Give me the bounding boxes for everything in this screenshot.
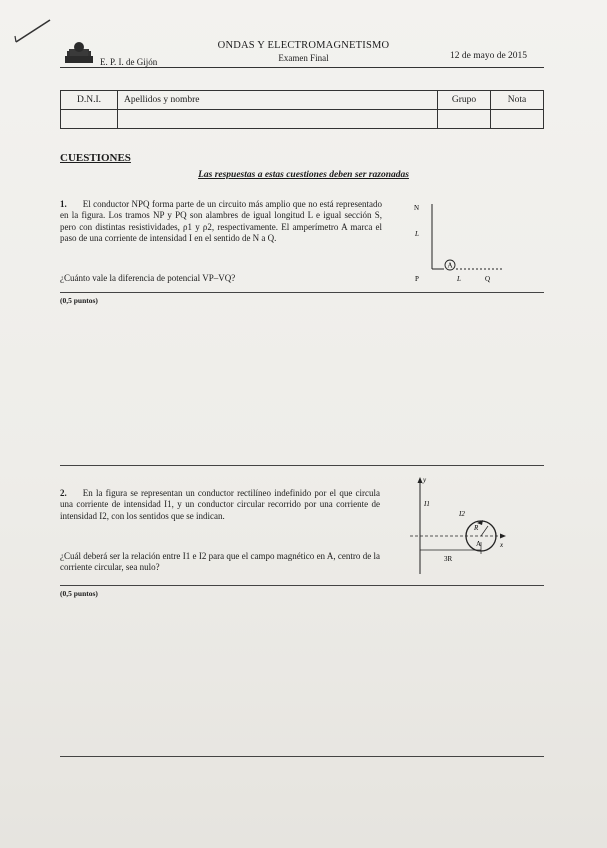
label-n: N — [414, 204, 420, 212]
question-1-divider — [60, 292, 544, 293]
label-a: A — [476, 540, 482, 548]
section-subtitle: Las respuestas a estas cuestiones deben ser razonadas — [198, 170, 409, 180]
question-1-question: ¿Cuánto vale la diferencia de potencial VP–VQ? — [60, 273, 236, 283]
question-2-figure — [410, 476, 510, 580]
answer-1-end-line — [60, 465, 544, 466]
label-l-vertical: L — [415, 230, 419, 238]
label-x-axis: x — [500, 541, 504, 549]
exam-title: Examen Final — [278, 53, 329, 63]
label-q: Q — [485, 275, 491, 283]
school-name: E. P. I. de Gijón — [100, 57, 158, 67]
dni-header: D.N.I. — [61, 91, 118, 110]
label-r: R — [474, 524, 479, 532]
question-2-divider — [60, 585, 544, 586]
dni-field[interactable] — [61, 110, 118, 129]
answer-2-end-line — [60, 756, 544, 757]
question-2-number: 2. — [60, 488, 67, 498]
label-y-axis: y — [423, 476, 427, 484]
label-l-horizontal: L — [457, 275, 461, 283]
question-2-text: 2. En la figura se representan un conductor rectilíneo indefinido por el que circula una corriente de intensidad I1, y un conductor circular recorrido por una corriente de intensidad I2, con los sentidos que se indican. — [60, 488, 380, 521]
name-field[interactable] — [118, 110, 438, 129]
header-divider — [60, 67, 544, 68]
question-1-number: 1. — [60, 199, 67, 209]
question-1-text: 1. El conductor NPQ forma parte de un circuito más amplio que no está representado en la figura. Los tramos NP y PQ son alambres de igual longitud L e igual sección S, pero con distintas resistividades, ρ1 y ρ2, respectivamente. El amperímetro A marca el paso de una corriente de intensidad I en el sentido de N a Q. — [60, 199, 382, 244]
section-title: CUESTIONES — [60, 152, 131, 164]
group-field[interactable] — [438, 110, 491, 129]
label-p: P — [415, 275, 419, 283]
label-i1: I1 — [424, 500, 430, 508]
course-title: ONDAS Y ELECTROMAGNETISMO — [217, 40, 390, 51]
exam-date: 12 de mayo de 2015 — [450, 51, 528, 61]
student-id-table — [60, 90, 544, 129]
grade-field[interactable] — [491, 110, 544, 129]
label-distance: 3R — [444, 555, 453, 563]
question-1-figure — [408, 196, 524, 288]
grade-header: Nota — [491, 91, 544, 110]
question-1-points: (0,5 puntos) — [60, 296, 98, 305]
group-header: Grupo — [438, 91, 491, 110]
question-2-question: ¿Cuál deberá ser la relación entre I1 e I2 para que el campo magnético en A, centro de la corriente circular, sea nulo? — [60, 551, 380, 573]
svg-text:A: A — [447, 261, 453, 270]
name-header: Apellidos y nombre — [118, 91, 438, 110]
label-i2: I2 — [459, 510, 465, 518]
question-2-points: (0,5 puntos) — [60, 589, 98, 598]
